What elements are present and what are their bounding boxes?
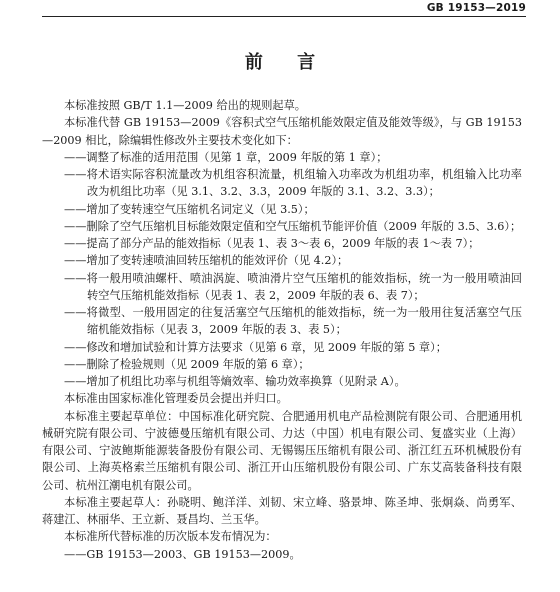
document-body [42,97,522,563]
change-item: ——删除了检验规则（见 2009 年版的第 6 章）； [64,357,310,371]
change-item: ——将术语实际容积流量改为机组容积流量，机组输入功率改为机组功率，机组输入比功率改为机组比功率（见 3.1、3.2、3.3，2009 年版的 3.1、3.2、3.3）； [64,168,522,199]
history-intro-paragraph: 本标准所代替标准的历次版本发布情况为： [64,530,277,544]
change-item: ——删除了空气压缩机目标能效限定值和空气压缩机节能评价值（2009 年版的 3.5、3.6）； [64,219,522,233]
header-rule [42,16,526,17]
page-title: 前 言 [244,52,330,73]
standard-code: GB 19153—2019 [426,2,526,14]
proposer-paragraph: 本标准由国家标准化管理委员会提出并归口。 [64,392,288,406]
change-item: ——增加了变转速空气压缩机名词定义（见 3.5）； [64,202,315,216]
history-item: ——GB 19153—2003、GB 19153—2009。 [64,547,301,561]
change-item: ——将微型、一般用固定的往复活塞空气压缩机的能效指标，统一为一般用往复活塞空气压缩机能效指标（见表 3，2009 年版的表 3、表 5）； [64,306,522,337]
change-item: ——修改和增加试验和计算方法要求（见第 6 章，见 2009 年版的第 5 章）； [64,340,447,354]
drafters-paragraph: 本标准主要起草人：孙晓明、鲍洋洋、刘韧、宋立峰、骆景坤、陈圣坤、张炯焱、尚勇军、蒋建江、林丽华、王立新、聂昌均、兰玉华。 [42,495,522,526]
change-item: ——增加了变转速喷油回转压缩机的能效评价（见 4.2）； [64,254,349,268]
change-item: ——将一般用喷油螺杆、喷油涡旋、喷油滑片空气压缩机的能效指标，统一为一般用喷油回转空气压缩机能效指标（见表 1、表 2，2009 年版的表 6、表 7）； [64,271,522,302]
replacement-paragraph: 本标准代替 GB 19153—2009《容积式空气压缩机能效限定值及能效等级》，与 GB 19153—2009 相比，除编辑性修改外主要技术变化如下： [42,116,522,147]
change-item: ——提高了部分产品的能效指标（见表 1、表 3～表 6，2009 年版的表 1～表 7）； [64,237,480,250]
change-item: ——调整了标准的适用范围（见第 1 章，2009 年版的第 1 章）； [64,150,388,164]
drafting-rules-paragraph: 本标准按照 GB/T 1.1—2009 给出的规则起草。 [64,99,306,112]
change-item: ——增加了机组比功率与机组等熵效率、输功效率换算（见附录 A）。 [64,375,406,388]
drafting-units-paragraph: 本标准主要起草单位：中国标准化研究院、合肥通用机电产品检测院有限公司、合肥通用机械研究院有限公司、宁波德曼压缩机有限公司、力达（中国）机电有限公司、复盛实业（上海）有限公司、宁波鲍斯能源装备股份有限公司、无锡锡压压缩机有限公司、浙江红五环机械股份有限公司、上海英格索兰压缩机有限公司、浙江开山压缩机股份有限公司、广东艾高装备科技有限公司、杭州江潮电机有限公司。 [42,409,522,492]
